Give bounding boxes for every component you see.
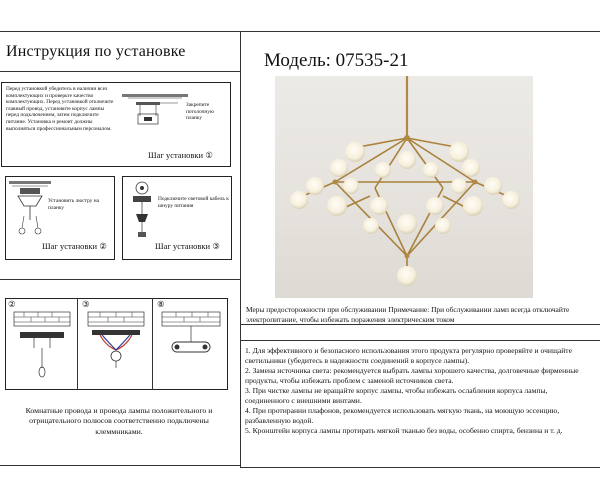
step2-caption: Шаг установки ② xyxy=(42,241,107,251)
bottom-border-right xyxy=(240,467,600,468)
step3-diagram xyxy=(127,180,157,240)
wiring-marker-3: ⑧ xyxy=(157,299,165,309)
left-title-underline xyxy=(0,71,240,72)
maintenance-item-1: 1. Для эффективного и безопасного использования этого продукта регулярно проверяйте и очищайте светильники (убедитесь в надежности соединений в корпусе лампы). xyxy=(245,346,572,365)
maintenance-item-4: 4. При протирании плафонов, рекомендуется использовать мягкую ткань, на моющую эссенцию, разбавленную водой. xyxy=(245,406,560,425)
maintenance-item-2: 2. Замена источника света: рекомендуется выбрать лампы хорошего качества, долговечные фирменные продукты, чтобы избежать проблем с заменой источников света. xyxy=(245,366,579,385)
wiring-diagram-1 xyxy=(14,312,70,384)
maintenance-item-3: 3. При чистке лампы не вращайте корпус лампы, чтобы избежать ослабления корпуса лампы, соединенного с внешними винтами. xyxy=(245,386,548,405)
wiring-marker-1: ② xyxy=(8,299,16,309)
wiring-divider-1 xyxy=(77,298,78,390)
intro-text: Перед установкой убедитесь в наличии всех комплектующих и проверьте качество комплектующих. Перед установкой отключите главный провод, установите корпус лампы перед подключением, затем подключите питание. Установка и ремонт должны выполняться профессиональным персоналом. xyxy=(6,86,114,132)
maintenance-header: Меры предосторожности при обслуживании Примечание: При обслуживании ламп всегда отключайте электропитание, чтобы избежать поражения электрическим током xyxy=(246,305,570,324)
wiring-marker-2: ③ xyxy=(82,299,90,309)
wiring-note: Комнатные провода и провода лампы положительного и отрицательного полюсов соответственно подключены клеммниками. xyxy=(25,406,213,436)
top-border xyxy=(0,31,600,32)
wiring-diagram-2 xyxy=(86,312,146,384)
step1-label: Закрепите потолочную планку xyxy=(186,102,214,122)
step1-caption: Шаг установки ① xyxy=(148,150,213,160)
right-section-divider-2 xyxy=(241,340,600,341)
product-photo xyxy=(275,76,533,298)
left-section-divider xyxy=(0,279,240,280)
step3-caption: Шаг установки ③ xyxy=(155,241,220,251)
step2-label: Установить люстру на планку xyxy=(48,198,100,211)
wiring-divider-2 xyxy=(152,298,153,390)
bottom-border xyxy=(0,465,240,466)
chandelier-illustration xyxy=(275,76,533,298)
model-title: Модель: 07535-21 xyxy=(264,50,409,71)
wiring-diagram-3 xyxy=(160,312,222,384)
maintenance-list xyxy=(245,346,590,436)
step1-diagram xyxy=(120,92,190,136)
page-divider xyxy=(240,31,241,468)
page-title: Инструкция по установке xyxy=(6,43,186,60)
step3-label: Подключите световой кабель к шнуру питания xyxy=(158,196,229,209)
step2-diagram xyxy=(8,180,52,240)
maintenance-item-5: 5. Кронштейн корпуса лампы протирать мягкой тканью без воды, особенно спирта, бензина и т. д. xyxy=(245,426,563,435)
